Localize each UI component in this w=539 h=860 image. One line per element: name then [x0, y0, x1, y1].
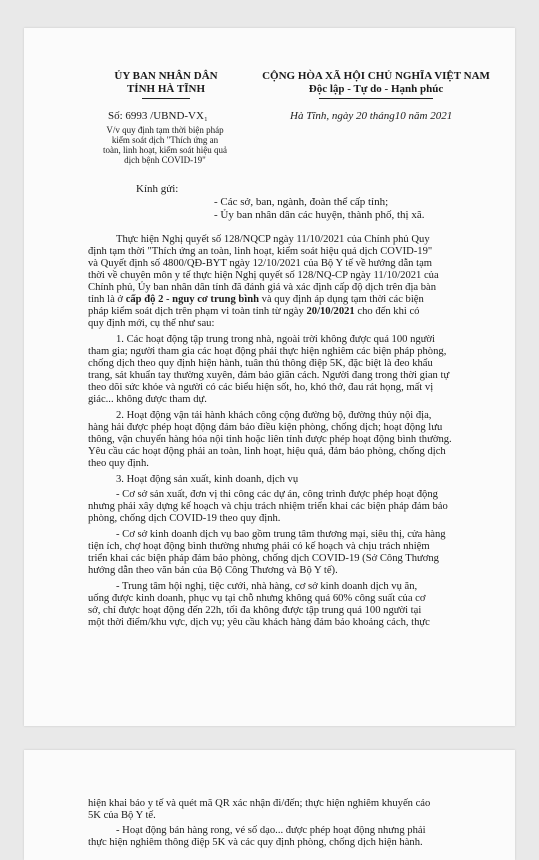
subject-line-2: kiểm soát dịch "Thích ứng an	[111, 135, 219, 145]
bold-phrase: cấp độ 2 - nguy cơ trung bình	[125, 294, 260, 305]
body-line: Thực hiện Nghị quyết số 128/NQCP ngày 11/10/2021 của Chính phủ Quy	[116, 234, 430, 245]
nation-underline	[319, 98, 433, 99]
org-name-line2: TỈNH HÀ TĨNH	[126, 83, 206, 95]
body-line: - Cơ sở kinh doanh dịch vụ bao gồm trung tâm thương mại, siêu thị, cửa hàng	[116, 529, 446, 540]
body-line: giác... không được tham dự.	[88, 394, 207, 405]
body-line: sở, chỉ được hoạt động đến 22h, tối đa không được tập trung quá 100 người tại	[88, 605, 422, 616]
subject-line-3: toàn, linh hoạt, kiểm soát hiệu quả	[103, 145, 227, 155]
body-line: 2. Hoạt động vận tải hành khách công cộng đường bộ, đường thủy nội địa,	[116, 410, 432, 421]
bold-phrase: 20/10/2021	[306, 306, 355, 317]
body-line: trang, sát khuẩn tay thường xuyên, đảm bảo giãn cách. Người đang trong thời gian tự	[88, 370, 450, 381]
body-line: phòng, chống dịch COVID-19 theo quy định.	[88, 513, 281, 524]
body-line: - Hoạt động bán hàng rong, vé số dạo... được phép hoạt động nhưng phải	[116, 825, 426, 836]
body-line: - Trung tâm hội nghị, tiệc cưới, nhà hàng, cơ sở kinh doanh dịch vụ ăn,	[116, 581, 418, 592]
body-line: Yêu cầu các hoạt động phải an toàn, linh hoạt, hiệu quả, đảm bảo phòng, chống dịch	[88, 446, 446, 457]
body-line: hàng hải được phép hoạt động đảm bảo điều kiện phòng, chống dịch; hoạt động lưu	[88, 422, 443, 433]
body-line: một thời điểm/khu vực, dịch vụ; yêu cầu khách hàng đảm bảo khoảng cách, thực	[88, 617, 430, 628]
body-line: 5K của Bộ Y tế.	[88, 810, 156, 821]
nation-motto: Độc lập - Tự do - Hạnh phúc	[308, 83, 444, 95]
subject-line-1: V/v quy định tạm thời biện pháp	[106, 125, 224, 135]
body-line: pháp kiểm soát dịch trên phạm vi toàn tỉnh từ ngày 20/10/2021 cho đến khi có	[88, 306, 420, 317]
document-number: Số: 6993 /UBND-VX₁	[108, 110, 208, 122]
body-line: 3. Hoạt động sản xuất, kinh doanh, dịch vụ	[116, 474, 299, 485]
body-line: hướng dẫn theo văn bản của Bộ Công Thương và Bộ Y tế).	[88, 565, 338, 576]
body-line: tỉnh là ở cấp độ 2 - nguy cơ trung bình và quy định áp dụng tạm thời các biện	[88, 294, 424, 305]
nation-title: CỘNG HÒA XÃ HỘI CHỦ NGHĨA VIỆT NAM	[262, 70, 490, 82]
body-line: quy định mới, cụ thể như sau:	[88, 318, 215, 329]
body-line: Chính phủ, Ủy ban nhân dân tỉnh đã đánh giá và xác định cấp độ dịch trên địa bàn	[88, 282, 437, 293]
body-line: theo dõi sức khỏe và người có các biểu hiện sốt, ho, khó thở, đau rát họng, mất vị	[88, 382, 434, 393]
body-line: thực hiện nghiêm thông điệp 5K và các quy định phòng, chống dịch hiện hành.	[88, 837, 423, 848]
body-line: thông, vận chuyển hàng hóa nội tỉnh hoặc liên tỉnh được phép hoạt động bình thường.	[88, 434, 452, 445]
body-line: tiện ích, chợ hoạt động bình thường nhưng phải có kế hoạch và chịu trách nhiệm	[88, 541, 430, 552]
recipient-2: - Ủy ban nhân dân các huyện, thành phố, thị xã.	[214, 209, 425, 221]
body-line: triển khai các biện pháp đảm bảo phòng, chống dịch COVID-19 (Sở Công Thương	[88, 553, 439, 564]
body-line: - Cơ sở sản xuất, đơn vị thi công các dự án, công trình được phép hoạt động	[116, 489, 438, 500]
org-underline	[142, 98, 190, 99]
recipients-label: Kính gửi:	[136, 183, 179, 195]
body-line: 1. Các hoạt động tập trung trong nhà, ngoài trời không được quá 100 người	[116, 334, 435, 345]
body-line: thời về chuyên môn y tế thực hiện Nghị quyết số 128/NQ-CP ngày 11/10/2021 của	[88, 270, 439, 281]
body-line: và Quyết định số 4800/QĐ-BYT ngày 12/10/2021 của Bộ Y tế về hướng dẫn tạm	[88, 258, 433, 269]
body-line: uống được kinh doanh, phục vụ tại chỗ nhưng không quá 60% công suất của cơ	[88, 593, 426, 604]
document-page-1	[24, 28, 515, 726]
subject-line-4: dịch bệnh COVID-19"	[124, 155, 206, 165]
org-name-line1: ỦY BAN NHÂN DÂN	[114, 70, 218, 82]
document-date: Hà Tĩnh, ngày 20 tháng10 năm 2021	[290, 110, 453, 122]
body-line: theo quy định.	[88, 458, 149, 469]
body-line: tham gia; người tham gia các hoạt động phải thực hiện nghiêm các biện pháp phòng,	[88, 346, 447, 357]
document-page-2	[24, 750, 515, 860]
recipient-1: - Các sở, ban, ngành, đoàn thể cấp tỉnh;	[214, 196, 389, 208]
body-line: định tạm thời "Thích ứng an toàn, linh hoạt, kiểm soát hiệu quả dịch COVID-19"	[88, 246, 433, 257]
body-line: chống dịch theo quy định hiện hành, tuân thủ thông điệp 5K, đặc biệt là đeo khẩu	[88, 358, 433, 369]
body-line: hiện khai báo y tế và quét mã QR xác nhận đi/đến; thực hiện nghiêm khuyến cáo	[88, 798, 431, 809]
body-line: nhưng phải xây dựng kế hoạch và chịu trách nhiệm triển khai các biện pháp đảm bảo	[88, 501, 448, 512]
